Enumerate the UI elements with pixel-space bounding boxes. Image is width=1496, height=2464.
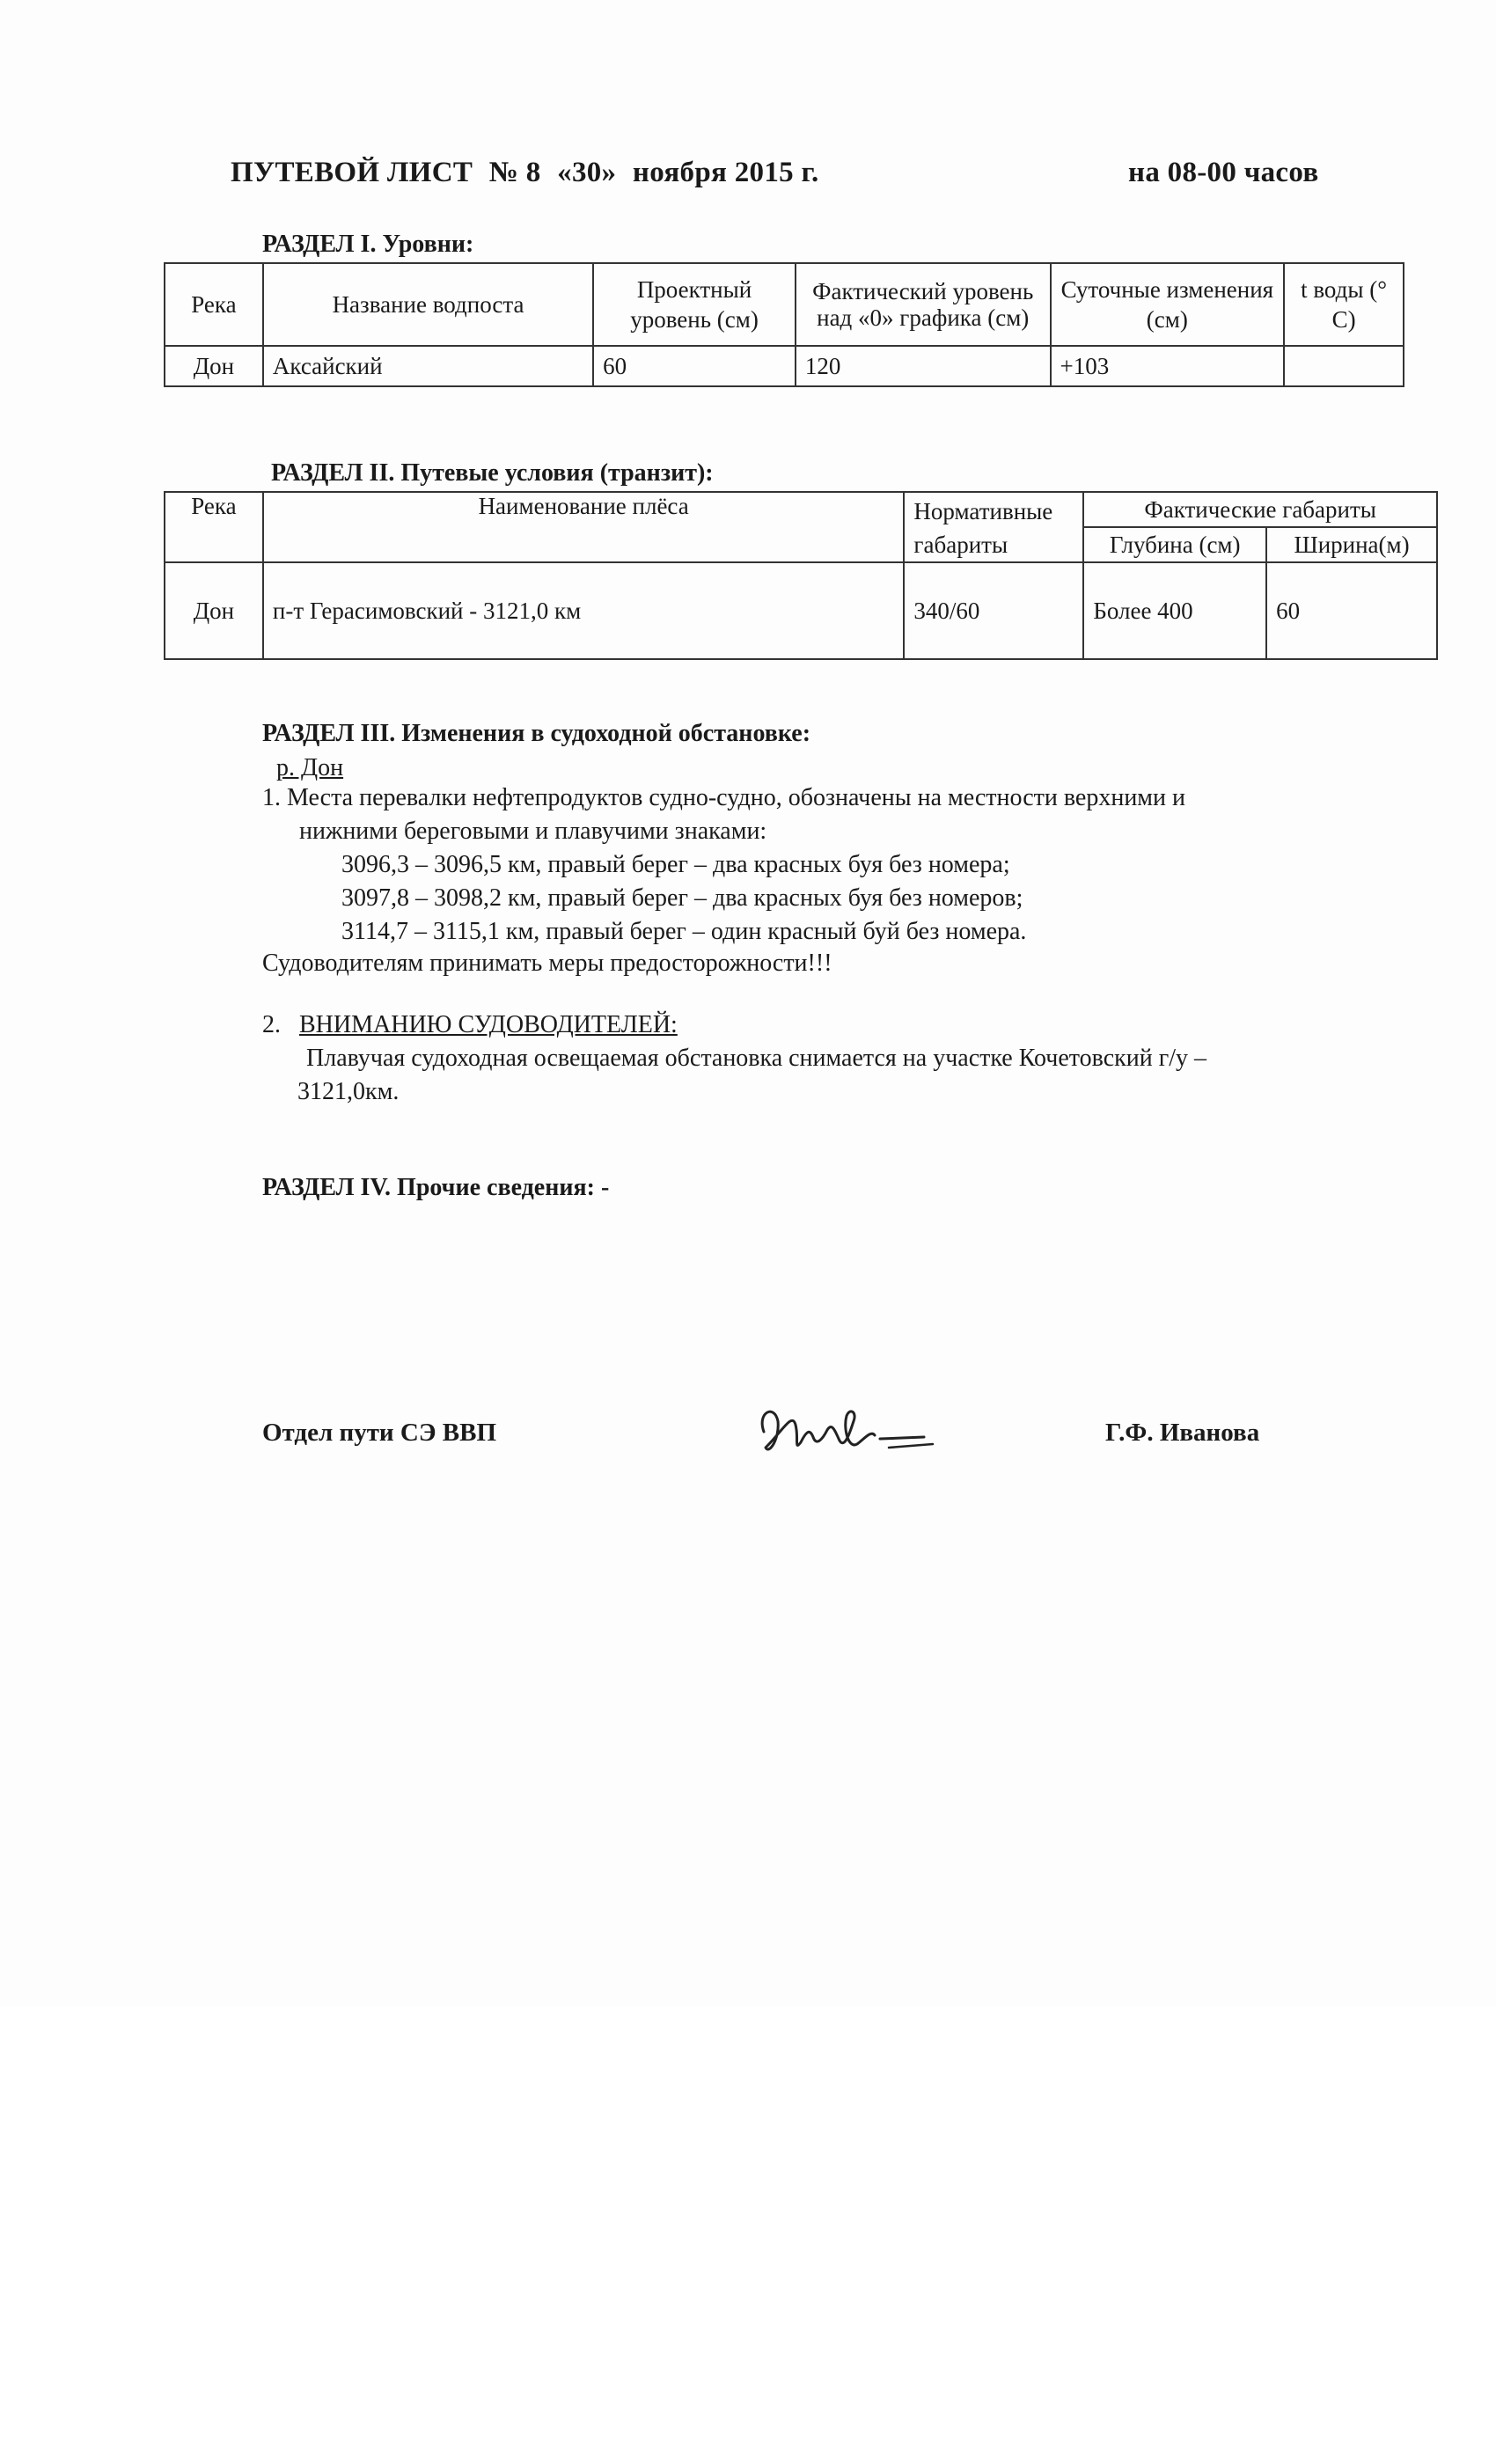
header-width: Ширина(м) xyxy=(1266,527,1437,562)
header-actual-dimensions: Фактические габариты xyxy=(1083,492,1437,527)
table-row xyxy=(165,562,1437,659)
cell-stretch-name: п-т Герасимовский - 3121,0 км xyxy=(263,562,905,659)
section4-title: РАЗДЕЛ IV. Прочие сведения: - xyxy=(262,1174,610,1201)
cell-post-name: Аксайский xyxy=(263,346,593,386)
item2-number: 2. xyxy=(262,1011,281,1038)
header-normative-dimensions: Нормативные габариты xyxy=(904,492,1083,562)
safety-warning: Судоводителям принимать меры предосторожности!!! xyxy=(262,950,832,977)
section3-title: РАЗДЕЛ III. Изменения в судоходной обстановке: xyxy=(262,720,811,747)
document-title: ПУТЕВОЙ ЛИСТ xyxy=(231,157,473,188)
item1-sub3: 3114,7 – 3115,1 км, правый берег – один красный буй без номера. xyxy=(341,918,1027,945)
route-table-header-row1 xyxy=(165,492,1437,527)
cell-water-temp xyxy=(1284,346,1404,386)
item1-line2: нижними береговыми и плавучими знаками: xyxy=(299,818,767,845)
cell-actual-level: 120 xyxy=(796,346,1051,386)
section2-title: РАЗДЕЛ II. Путевые условия (транзит): xyxy=(271,459,714,487)
section1-title: РАЗДЕЛ I. Уровни: xyxy=(262,231,474,258)
document-date-month-year: ноября 2015 г. xyxy=(632,157,819,188)
handwritten-signature xyxy=(748,1386,942,1465)
item2-heading: ВНИМАНИЮ СУДОВОДИТЕЛЕЙ: xyxy=(299,1011,678,1038)
cell-normative: 340/60 xyxy=(904,562,1083,659)
cell-width: 60 xyxy=(1266,562,1437,659)
cell-depth: Более 400 xyxy=(1083,562,1266,659)
header-depth: Глубина (см) xyxy=(1083,527,1266,562)
cell-river: Дон xyxy=(165,562,263,659)
item2-line1: Плавучая судоходная освещаемая обстановка снимается на участке Кочетовский г/у – xyxy=(306,1045,1206,1072)
document-number: № 8 xyxy=(488,157,541,188)
item1-sub1: 3096,3 – 3096,5 км, правый берег – два красных буя без номера; xyxy=(341,851,1010,878)
levels-table-header xyxy=(165,263,1404,346)
river-label: р. Дон xyxy=(276,754,344,781)
levels-table xyxy=(164,262,1404,387)
department-name: Отдел пути СЭ ВВП xyxy=(262,1419,496,1447)
header-actual-level: Фактический уровень над «0» графика (см) xyxy=(796,263,1051,346)
cell-river: Дон xyxy=(165,346,263,386)
item2-line2: 3121,0км. xyxy=(297,1078,400,1105)
item1-line1: 1. Места перевалки нефтепродуктов судно-судно, обозначены на местности верхними и xyxy=(262,784,1185,811)
item1-sub2: 3097,8 – 3098,2 км, правый берег – два красных буя без номеров; xyxy=(341,884,1023,912)
table-row xyxy=(165,346,1404,386)
document-time: на 08-00 часов xyxy=(1128,157,1319,188)
header-design-level: Проектный уровень (см) xyxy=(593,263,796,346)
cell-daily-change: +103 xyxy=(1051,346,1285,386)
title-block xyxy=(231,157,828,189)
header-river: Река xyxy=(165,263,263,346)
header-water-temp: t воды (° С) xyxy=(1284,263,1404,346)
signer-name: Г.Ф. Иванова xyxy=(1105,1419,1260,1447)
header-daily-change: Суточные изменения (см) xyxy=(1051,263,1285,346)
header-stretch-name: Наименование плёса xyxy=(263,492,905,562)
document-date-day: «30» xyxy=(557,157,617,188)
cell-design-level: 60 xyxy=(593,346,796,386)
header-river: Река xyxy=(165,492,263,562)
route-conditions-table xyxy=(164,491,1438,660)
header-post-name: Название водпоста xyxy=(263,263,593,346)
